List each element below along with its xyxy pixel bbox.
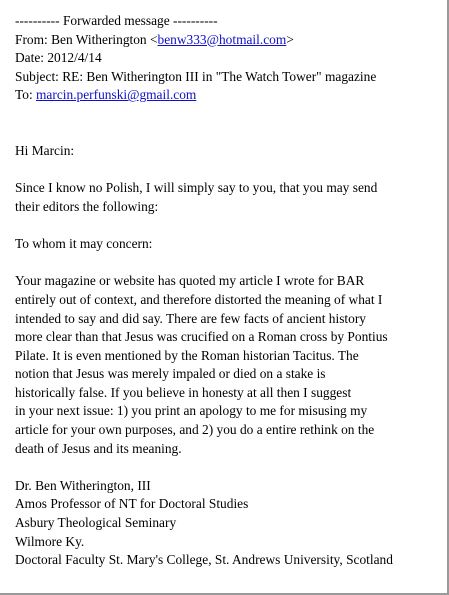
email-content xyxy=(15,12,443,570)
message-line: death of Jesus and its meaning. xyxy=(15,440,182,456)
intro-line: their editors the following: xyxy=(15,198,159,214)
signature-faculty: Doctoral Faculty St. Mary's College, St. Andrews University, Scotland xyxy=(15,552,393,568)
message-line: Your magazine or website has quoted my article I wrote for BAR xyxy=(15,273,365,289)
salutation: To whom it may concern: xyxy=(15,236,153,252)
signature-name: Dr. Ben Witherington, III xyxy=(15,477,151,493)
greeting: Hi Marcin: xyxy=(15,143,75,159)
signature-block xyxy=(15,477,443,570)
from-close: > xyxy=(286,31,294,47)
forwarded-header: ---------- Forwarded message ---------- xyxy=(15,13,218,28)
signature-location: Wilmore Ky. xyxy=(15,533,85,549)
signature-title: Amos Professor of NT for Doctoral Studies xyxy=(15,496,249,512)
date-line: Date: 2012/4/14 xyxy=(15,50,102,66)
message-line: intended to say and did say. There are few facts of ancient history xyxy=(15,310,367,326)
message-line: notion that Jesus was merely impaled or died on a stake is xyxy=(15,366,326,382)
intro-paragraph xyxy=(15,179,443,216)
from-label: From: Ben Witherington < xyxy=(15,31,158,47)
signature-institution: Asbury Theological Seminary xyxy=(15,515,177,531)
message-paragraph xyxy=(15,272,443,458)
to-email-link[interactable]: marcin.perfunski@gmail.com xyxy=(36,87,197,103)
from-email-link[interactable]: benw333@hotmail.com xyxy=(157,31,287,47)
subject-line: Subject: RE: Ben Witherington III in "The Watch Tower" magazine xyxy=(15,68,377,84)
message-line: entirely out of context, and therefore distorted the meaning of what I xyxy=(15,291,383,307)
to-line xyxy=(15,86,443,105)
message-line: historically false. If you believe in honesty at all then I suggest xyxy=(15,384,352,400)
from-line xyxy=(15,31,443,50)
message-line: more clear than that Jesus was crucified on a Roman cross by Pontius xyxy=(15,329,388,345)
intro-line: Since I know no Polish, I will simply say to you, that you may send xyxy=(15,180,378,196)
to-label: To: xyxy=(15,87,37,103)
message-line: article for your own purposes, and 2) you do a entire rethink on the xyxy=(15,422,375,438)
message-line: in your next issue: 1) you print an apology to me for misusing my xyxy=(15,403,368,419)
message-line: Pilate. It is even mentioned by the Roman historian Tacitus. The xyxy=(15,347,359,363)
